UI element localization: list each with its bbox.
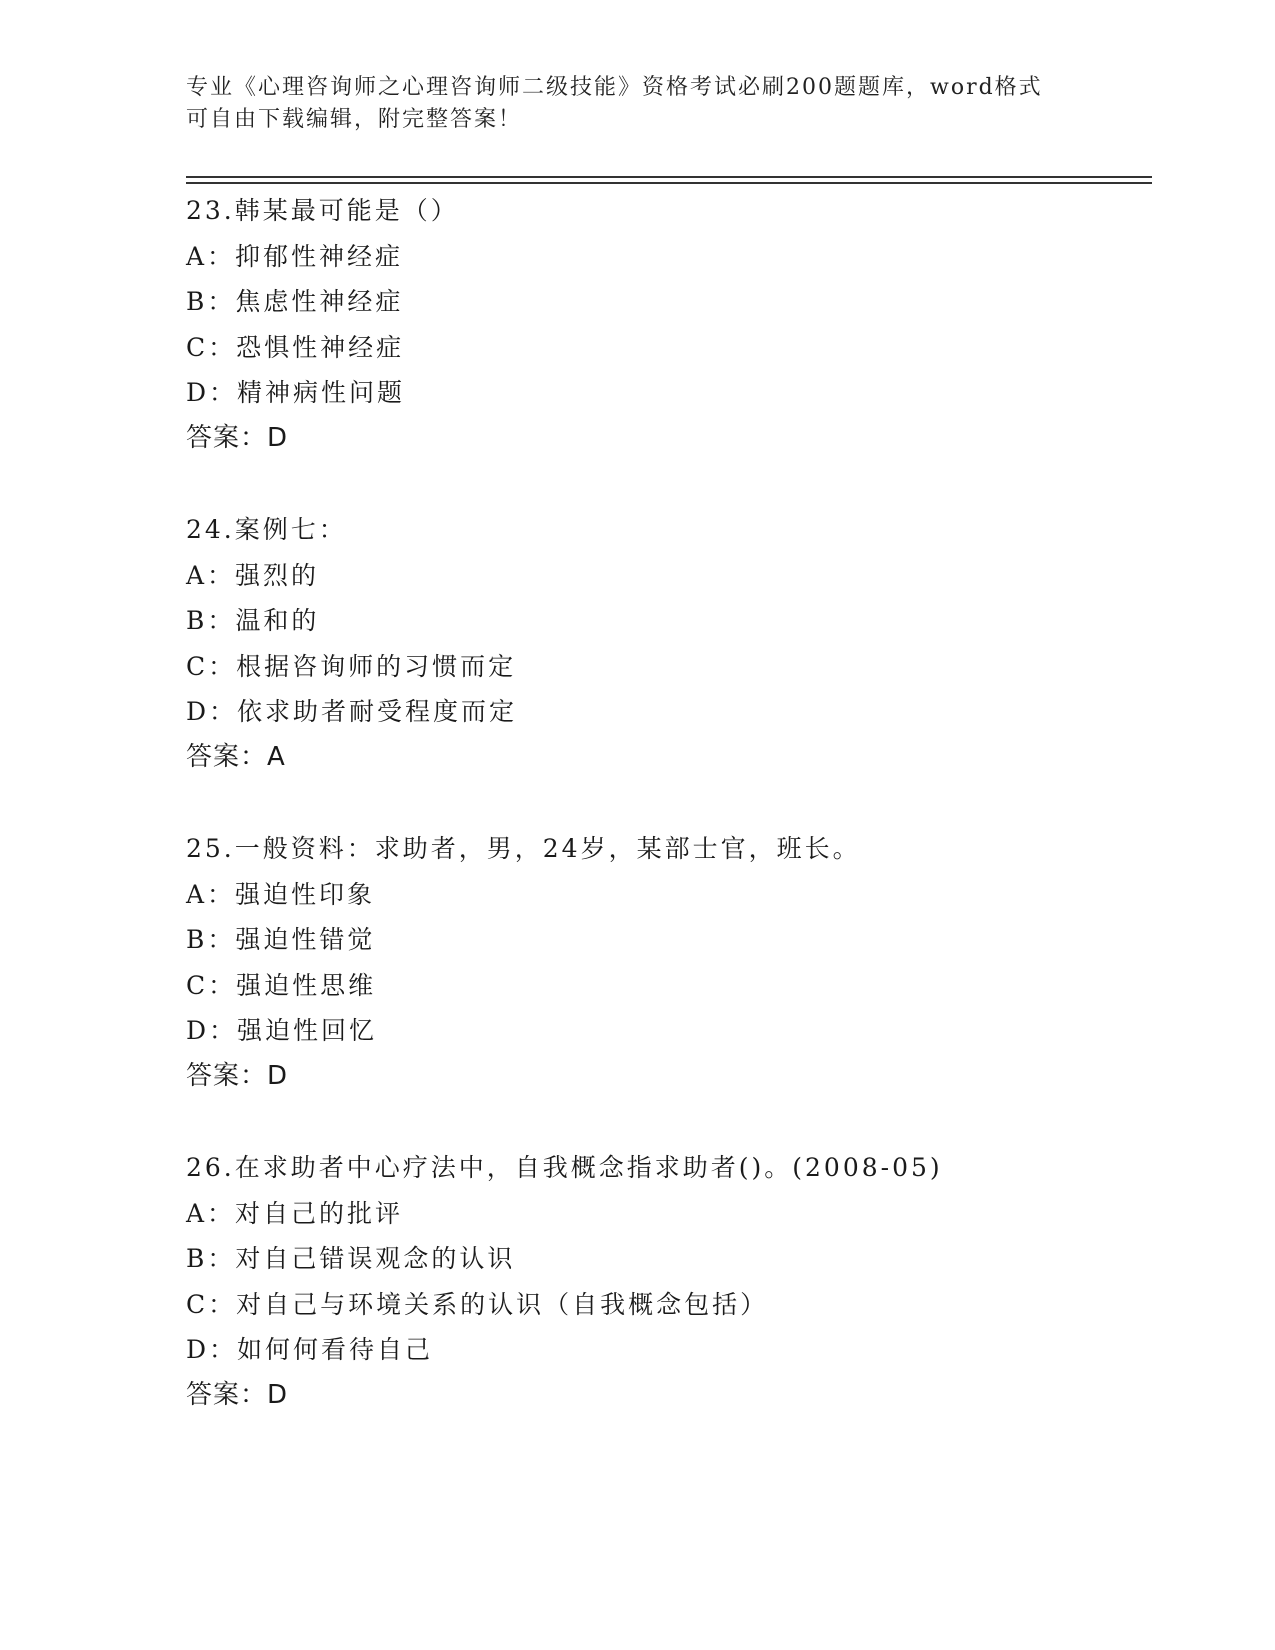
option-d: D：如何何看待自己 xyxy=(186,1335,434,1364)
header-line-1: 专业《心理咨询师之心理咨询师二级技能》资格考试必刷200题题库，word格式 xyxy=(186,75,1043,100)
header-line-2: 可自由下载编辑，附完整答案！ xyxy=(186,107,523,132)
option-d: D：强迫性回忆 xyxy=(186,1016,378,1045)
option-a: A：强迫性印象 xyxy=(186,879,376,909)
answer-line: 答案：D xyxy=(186,1060,289,1091)
option-c: C：根据咨询师的习惯而定 xyxy=(186,651,517,681)
option-b: B：焦虑性神经症 xyxy=(186,287,404,316)
question-26 xyxy=(186,1145,1146,1418)
option-c: C：强迫性思维 xyxy=(186,970,377,1000)
option-a: A：对自己的批评 xyxy=(186,1198,404,1228)
option-d: D：依求助者耐受程度而定 xyxy=(186,697,518,726)
option-b: B：对自己错误观念的认识 xyxy=(186,1244,516,1273)
document-header xyxy=(186,72,1086,136)
option-a: A：强烈的 xyxy=(186,560,320,590)
option-c: C：对自己与环境关系的认识（自我概念包括） xyxy=(186,1289,769,1319)
header-divider-top xyxy=(186,176,1152,178)
option-a: A：抑郁性神经症 xyxy=(186,241,404,271)
header-divider-bottom xyxy=(186,182,1152,184)
option-d: D：精神病性问题 xyxy=(186,378,406,407)
question-stem: 24.案例七： xyxy=(186,515,347,544)
answer-line: 答案：D xyxy=(186,1379,289,1410)
question-list xyxy=(186,188,1146,1464)
option-b: B：强迫性错觉 xyxy=(186,925,376,954)
question-25 xyxy=(186,826,1146,1099)
question-24 xyxy=(186,507,1146,780)
question-23 xyxy=(186,188,1146,461)
option-b: B：温和的 xyxy=(186,606,320,635)
answer-line: 答案：D xyxy=(186,422,289,453)
answer-line: 答案：A xyxy=(186,741,286,772)
question-stem: 23.韩某最可能是（） xyxy=(186,196,459,225)
question-stem: 25.一般资料：求助者，男，24岁，某部士官，班长。 xyxy=(186,834,861,863)
option-c: C：恐惧性神经症 xyxy=(186,332,405,362)
question-stem: 26.在求助者中心疗法中，自我概念指求助者()。(2008-05) xyxy=(186,1153,943,1182)
